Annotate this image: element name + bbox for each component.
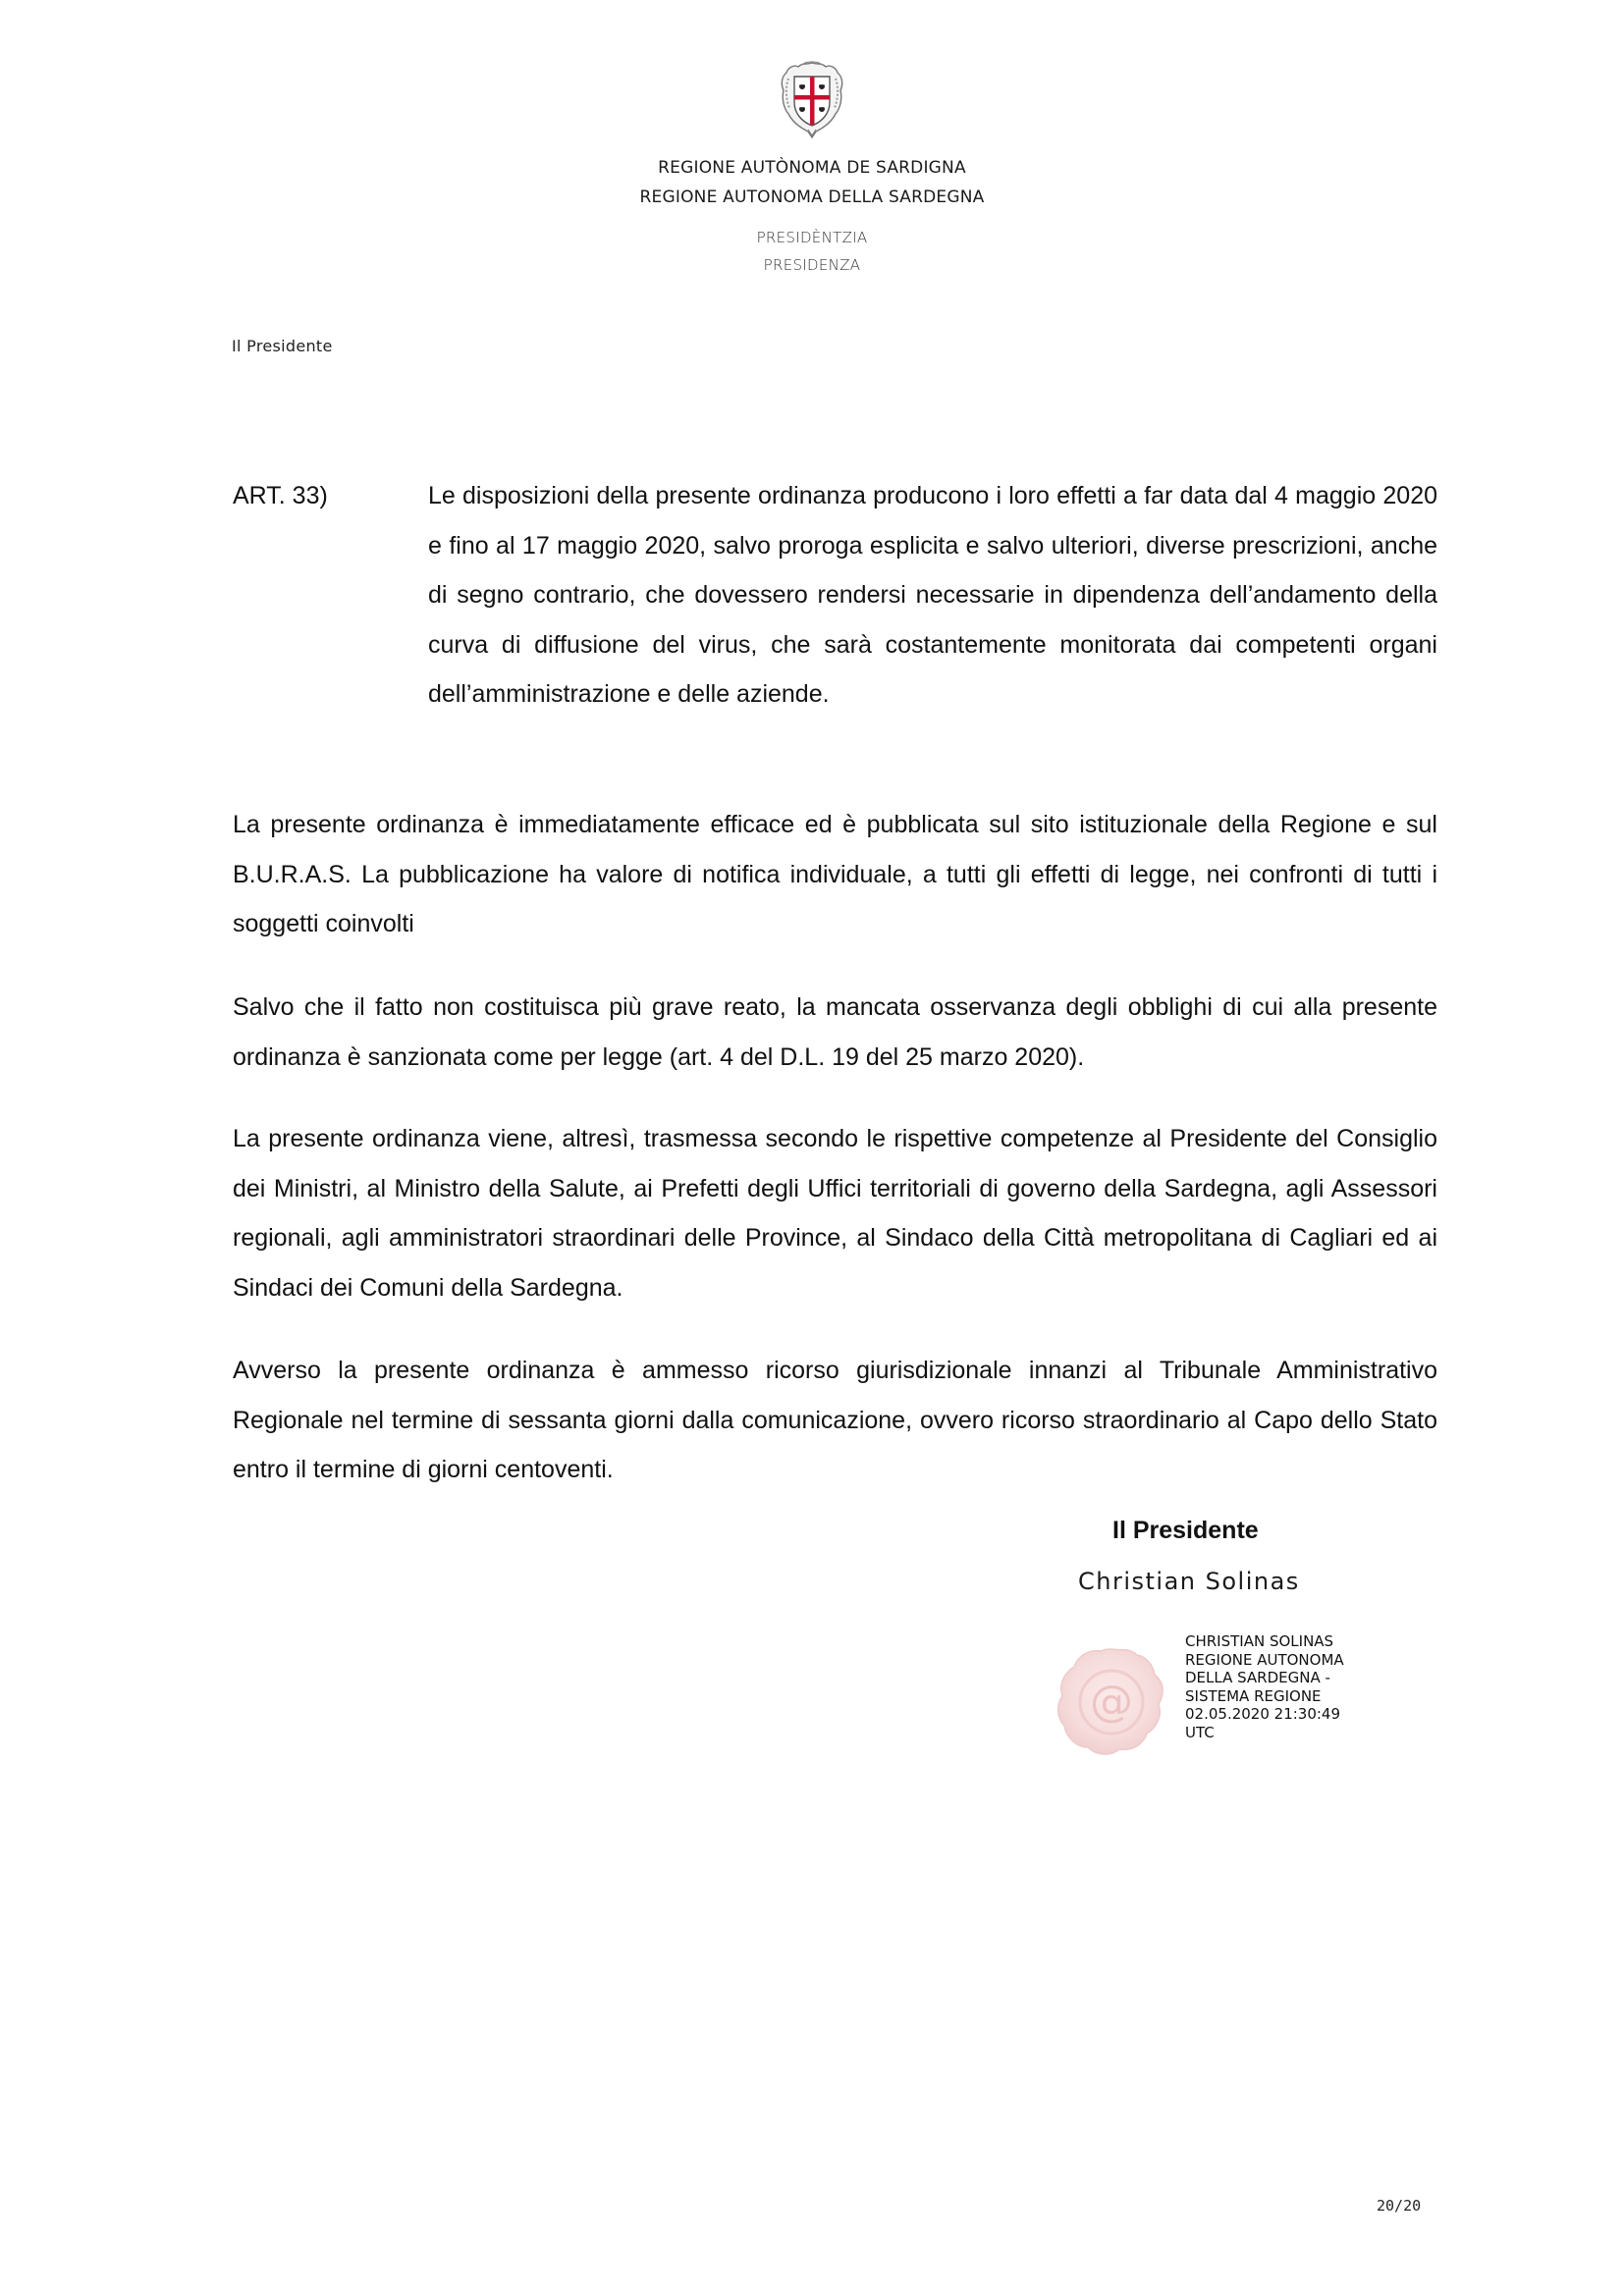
paragraph-publication: La presente ordinanza è immediatamente efficace ed è pubblicata sul sito istituzionale della Regione e sul B.U.R.A.S. La pubblicazione ha valore di notifica individuale, a tutti gli effetti di legge, nei confronti di tutti i soggetti coinvolti	[233, 811, 1437, 937]
stamp-line: DELLA SARDEGNA -	[1185, 1669, 1330, 1686]
article-text: Le disposizioni della presente ordinanza producono i loro effetti a far data dal 4 maggio 2020 e fino al 17 maggio 2020, salvo proroga esplicita e salvo ulteriori, diverse prescrizioni, anche di segno contrario, che dovessero rendersi necessarie in dipendenza dell’andamento della curva di diffusione del virus, che sarà costantemente monitorata dai competenti organi dell’amministrazione e delle aziende.	[428, 482, 1437, 708]
signature-title: Il Presidente	[1112, 1517, 1259, 1544]
region-name-italian: REGIONE AUTONOMA DELLA SARDEGNA	[639, 187, 985, 207]
department-italian: PRESIDENZA	[763, 256, 861, 274]
office-label: Il Presidente	[232, 337, 333, 355]
signature-stamp	[1185, 1632, 1344, 1741]
page-number: 20/20	[1377, 2197, 1422, 2215]
stamp-timestamp: 02.05.2020 21:30:49	[1185, 1705, 1341, 1723]
stamp-timezone: UTC	[1185, 1723, 1215, 1741]
stamp-line: SISTEMA REGIONE	[1185, 1686, 1322, 1705]
digital-seal-icon	[1051, 1641, 1172, 1763]
svg-text:@: @	[1090, 1677, 1133, 1727]
stamp-line: REGIONE AUTONOMA	[1185, 1650, 1344, 1669]
article-label: ART. 33)	[233, 482, 328, 509]
paragraph-sanctions: Salvo che il fatto non costituisca più grave reato, la mancata osservanza degli obblighi di cui alla presente ordinanza è sanzionata come per legge (art. 4 del D.L. 19 del 25 marzo 2020).	[233, 993, 1437, 1071]
department-sardinian: PRESIDÈNTZIA	[756, 229, 868, 246]
signature-name: Christian Solinas	[1078, 1568, 1300, 1595]
paragraph-appeal: Avverso la presente ordinanza è ammesso ricorso giurisdizionale innanzi al Tribunale Amministrativo Regionale nel termine di sessanta giorni dalla comunicazione, ovvero ricorso straordinario al Capo dello Stato entro il termine di giorni centoventi.	[233, 1357, 1437, 1483]
stamp-line: CHRISTIAN SOLINAS	[1185, 1632, 1334, 1650]
coat-of-arms-icon	[777, 59, 847, 139]
letterhead	[0, 59, 1624, 279]
region-name-sardinian: REGIONE AUTÒNOMA DE SARDIGNA	[658, 158, 966, 178]
paragraph-transmission: La presente ordinanza viene, altresì, trasmessa secondo le rispettive competenze al Presidente del Consiglio dei Ministri, al Ministro della Salute, ai Prefetti degli Uffici territoriali di governo della Sardegna, agli Assessori regionali, agli amministratori straordinari delle Province, al Sindaco della Città metropolitana di Cagliari ed ai Sindaci dei Comuni della Sardegna.	[233, 1125, 1437, 1302]
